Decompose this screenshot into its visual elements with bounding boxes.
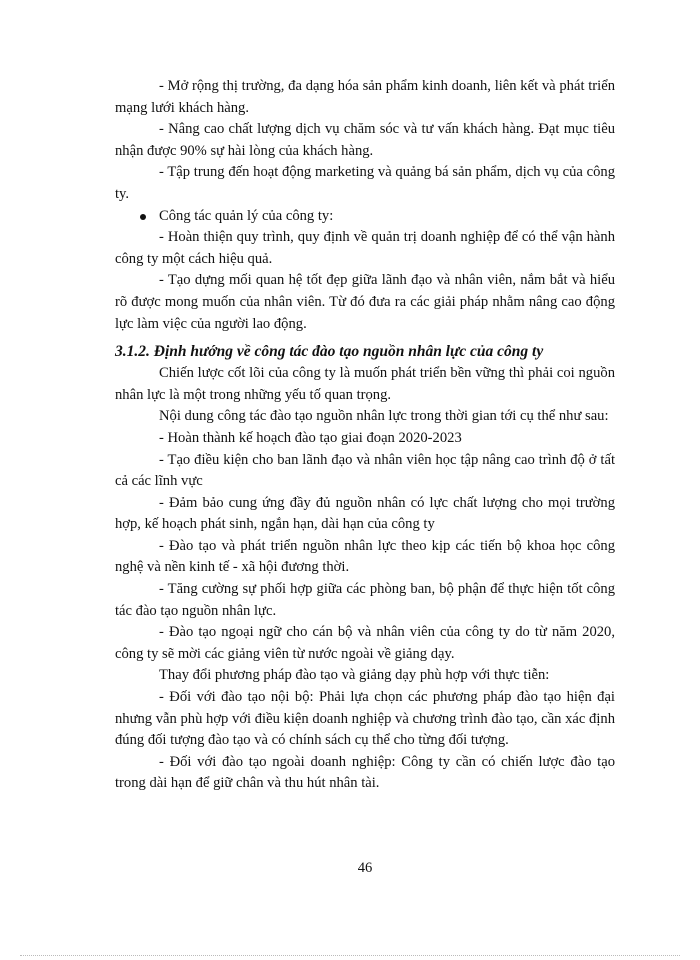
page-number: 46 [357, 860, 373, 876]
page-body [115, 76, 615, 795]
paragraph: - Đào tạo và phát triển nguồn nhân lực theo kịp các tiến bộ khoa học công nghệ và nền kinh tế - xã hội đương thời. [115, 537, 615, 576]
paragraph: - Nâng cao chất lượng dịch vụ chăm sóc và tư vấn khách hàng. Đạt mục tiêu nhận được 90% sự hài lòng của khách hàng. [115, 121, 615, 159]
paragraph: - Tập trung đến hoạt động marketing và quảng bá sản phẩm, dịch vụ của công ty. [115, 164, 615, 202]
paragraph: Nội dung công tác đào tạo nguồn nhân lực trong thời gian tới cụ thể như sau: [159, 408, 609, 425]
paragraph: - Tăng cường sự phối hợp giữa các phòng ban, bộ phận để thực hiện tốt công tác đào tạo nguồn nhân lực. [115, 581, 615, 619]
bullet-icon [140, 214, 146, 220]
section-heading: 3.1.2. Định hướng về công tác đào tạo nguồn nhân lực của công ty [115, 343, 544, 361]
paragraph: - Tạo điều kiện cho ban lãnh đạo và nhân viên học tập nâng cao trình độ ở tất cả các lĩnh vực [115, 451, 615, 490]
paragraph: - Đào tạo ngoại ngữ cho cán bộ và nhân viên của công ty do từ năm 2020, công ty sẽ mời các giảng viên từ nước ngoài về giảng dạy. [115, 624, 615, 662]
paragraph: - Hoàn thành kế hoạch đào tạo giai đoạn 2020-2023 [159, 429, 462, 446]
paragraph: - Mở rộng thị trường, đa dạng hóa sản phẩm kinh doanh, liên kết và phát triển mạng lưới khách hàng. [115, 78, 615, 116]
paragraph: - Đảm bảo cung ứng đầy đủ nguồn nhân có lực chất lượng cho mọi trường hợp, kế hoạch phát sinh, ngắn hạn, dài hạn của công ty [115, 494, 615, 533]
bullet-text: Công tác quản lý của công ty: [159, 207, 334, 224]
paragraph: - Hoàn thiện quy trình, quy định về quản trị doanh nghiệp để có thể vận hành công ty một cách hiệu quả. [115, 229, 615, 267]
bullet-item [115, 206, 615, 228]
paragraph: - Đối với đào tạo nội bộ: Phải lựa chọn các phương pháp đào tạo hiện đại nhưng vẫn phù hợp với điều kiện doanh nghiệp và chương trình đào tạo, cần xác định đúng đối tượng đào tạo và có chính sách cụ thể cho từng đối tượng. [115, 689, 615, 749]
paragraph: - Tạo dựng mối quan hệ tốt đẹp giữa lãnh đạo và nhân viên, nắm bắt và hiểu rõ được mong muốn của nhân viên. Từ đó đưa ra các giải pháp nhằm nâng cao động lực làm việc của người lao động. [115, 272, 615, 332]
footer-divider [20, 955, 680, 956]
paragraph: Thay đổi phương pháp đào tạo và giảng dạy phù hợp với thực tiễn: [159, 667, 550, 684]
paragraph: - Đối với đào tạo ngoài doanh nghiệp: Công ty cần có chiến lược đào tạo trong dài hạn để giữ chân và thu hút nhân tài. [115, 753, 615, 792]
paragraph: Chiến lược cốt lõi của công ty là muốn phát triển bền vững thì phải coi nguồn nhân lực là một trong những yếu tố quan trọng. [115, 365, 615, 403]
